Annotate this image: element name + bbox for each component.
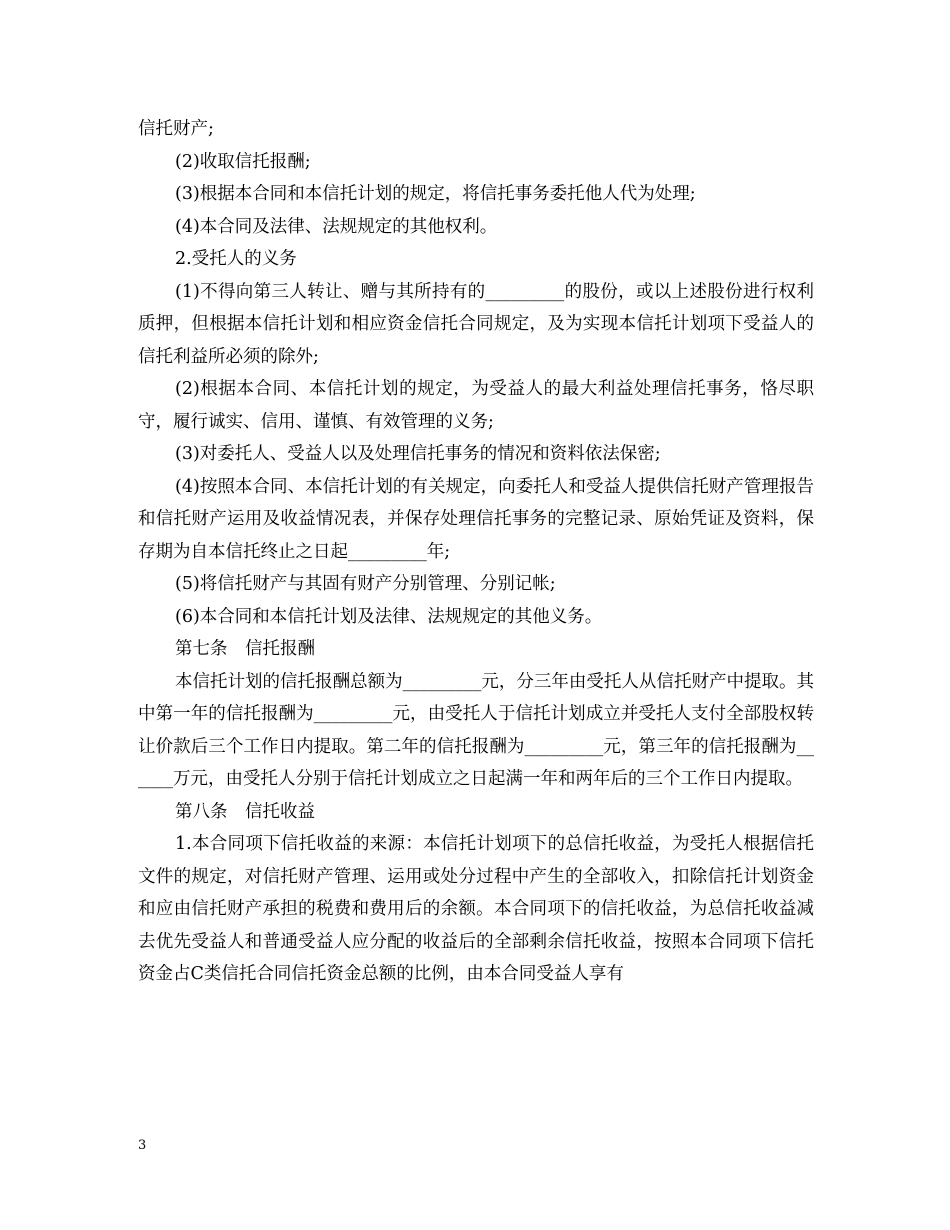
paragraph-right-2: (2)收取信托报酬; (175, 151, 311, 172)
paragraph-duty-6: (6)本合同和本信托计划及法律、法规规定的其他义务。 (175, 606, 603, 627)
paragraph-right-4: (4)本合同及法律、法规规定的其他权利。 (175, 216, 498, 237)
paragraph-trust-income: 1.本合同项下信托收益的来源：本信托计划项下的总信托收益，为受托人根据信托文件的规定，对信托财产管理、运用或处分过程中产生的全部收入，扣除信托计划资金和应由信托财产承担的税费和费用后的余额。本合同项下的信托收益，为总信托收益减去优先受益人和普通受益人应分配的收益后的全部剩余信托收益，按照本合同项下信托资金占C类信托合同信托资金总额的比例，由本合同受益人享有 (138, 834, 814, 984)
section-heading-trustee-duties: 2.受托人的义务 (175, 249, 297, 269)
paragraph-duty-4: (4)按照本合同、本信托计划的有关规定，向委托人和受益人提供信托财产管理报告和信托财产运用及收益情况表，并保存处理信托事务的完整记录、原始凭证及资料，保存期为自本信托终止之日起_________年; (138, 476, 814, 562)
article-heading-7: 第七条 信托报酬 (175, 639, 315, 659)
paragraph-duty-1: (1)不得向第三人转让、赠与其所持有的_________的股份，或以上述股份进行权利质押，但根据本信托计划和相应资金信托合同规定，及为实现本信托计划项下受益人的信托利益所必须的除外; (138, 281, 814, 367)
article-heading-8: 第八条 信托收益 (175, 801, 315, 822)
paragraph-duty-2: (2)根据本合同、本信托计划的规定，为受益人的最大利益处理信托事务，恪尽职守，履行诚实、信用、谨慎、有效管理的义务; (138, 379, 814, 432)
document-body (138, 113, 814, 991)
paragraph-continuation: 信托财产; (138, 119, 214, 139)
page-number: 3 (138, 1138, 147, 1153)
paragraph-duty-3: (3)对委托人、受益人以及处理信托事务的情况和资料依法保密; (175, 444, 661, 464)
paragraph-right-3: (3)根据本合同和本信托计划的规定，将信托事务委托他人代为处理; (175, 184, 696, 204)
paragraph-duty-5: (5)将信托财产与其固有财产分别管理、分别记帐; (175, 574, 556, 594)
paragraph-trust-fee: 本信托计划的信托报酬总额为_________元，分三年由受托人从信托财产中提取。其中第一年的信托报酬为_________元，由受托人于信托计划成立并受托人支付全部股权转让价款后三个工作日内提取。第二年的信托报酬为_________元，第三年的信托报酬为______万元，由受托人分别于信托计划成立之日起满一年和两年后的三个工作日内提取。 (138, 671, 814, 789)
